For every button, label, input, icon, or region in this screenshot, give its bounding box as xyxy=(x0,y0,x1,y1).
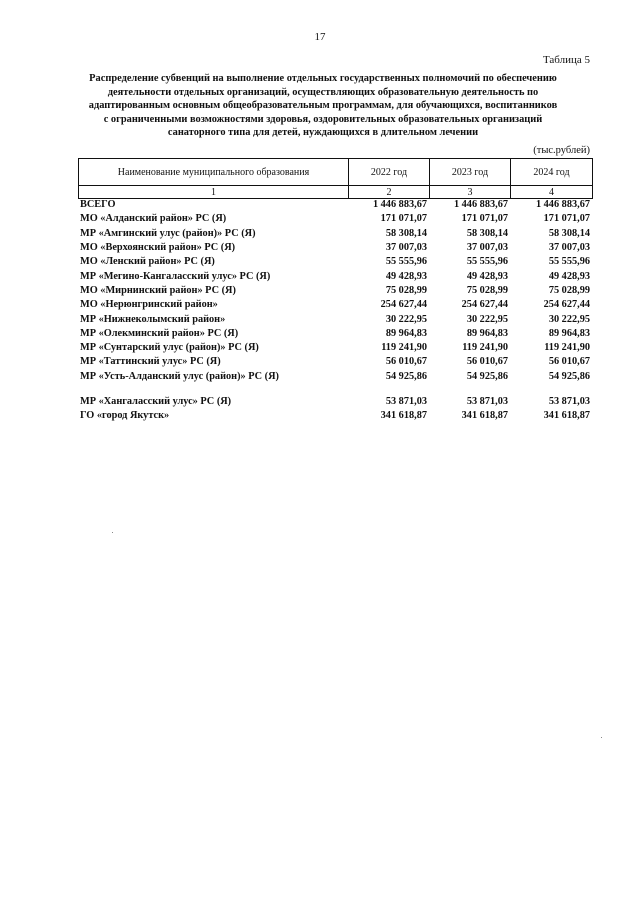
amount-cell: 56 010,67 xyxy=(385,356,427,368)
amount-cell: 54 925,86 xyxy=(548,370,590,382)
table-row xyxy=(78,212,592,226)
amount-cell: 58 308,14 xyxy=(385,227,427,239)
amount-cell: 1 446 883,67 xyxy=(372,199,427,211)
column-header-2023: 2023 год xyxy=(430,159,511,186)
amount-cell: 55 555,96 xyxy=(548,256,590,268)
amount-cell: 58 308,14 xyxy=(548,227,590,239)
municipality-name: МО «Ленский район» РС (Я) xyxy=(80,256,215,268)
amount-cell: 89 964,83 xyxy=(385,327,427,339)
amount-cell: 56 010,67 xyxy=(466,356,508,368)
amount-cell: 54 925,86 xyxy=(385,370,427,382)
column-header-name: Наименование муниципального образования xyxy=(79,159,349,186)
table-row xyxy=(78,341,592,355)
amount-cell: 30 222,95 xyxy=(466,313,508,325)
amount-cell: 341 618,87 xyxy=(543,410,590,422)
amount-cell: 171 071,07 xyxy=(461,213,508,225)
municipality-name: МР «Таттинский улус» РС (Я) xyxy=(80,356,221,368)
table-row xyxy=(78,409,592,423)
table-row xyxy=(78,355,592,369)
spacer-row xyxy=(78,384,592,395)
amount-cell: 254 627,44 xyxy=(543,299,590,311)
municipality-name: МР «Усть-Алданский улус (район)» РС (Я) xyxy=(80,370,279,382)
amount-cell xyxy=(429,384,510,395)
column-header-2024: 2024 год xyxy=(511,159,593,186)
amount-cell: 119 241,90 xyxy=(381,342,427,354)
table-row xyxy=(78,312,592,326)
amount-cell: 56 010,67 xyxy=(548,356,590,368)
amount-cell: 119 241,90 xyxy=(544,342,590,354)
municipality-name: ВСЕГО xyxy=(80,199,116,211)
table-row xyxy=(78,284,592,298)
amount-cell: 1 446 883,67 xyxy=(453,199,508,211)
amount-cell: 55 555,96 xyxy=(466,256,508,268)
municipality-name xyxy=(78,384,348,395)
municipality-name: МР «Нижнеколымский район» xyxy=(80,313,226,325)
amount-cell: 171 071,07 xyxy=(543,213,590,225)
table-row xyxy=(78,298,592,312)
amount-cell: 30 222,95 xyxy=(548,313,590,325)
amount-cell: 89 964,83 xyxy=(466,327,508,339)
amount-cell: 37 007,03 xyxy=(548,242,590,254)
municipality-name: МО «Верхоянский район» РС (Я) xyxy=(80,242,236,254)
amount-cell: 49 428,93 xyxy=(466,270,508,282)
amount-cell: 49 428,93 xyxy=(385,270,427,282)
amount-cell: 171 071,07 xyxy=(380,213,427,225)
column-number: 2 xyxy=(349,186,430,199)
document-title: Распределение субвенций на выполнение отдельных государственных полномочий по обеспечению деятельности отдельных организаций, осуществляющих образовательную деятельность по адаптированным основным общеобразовательным программам, для обучающихся, воспитанников с ограниченными возможностями здоровья, оздоровительных образовательных организаций санаторного типа для детей, нуждающихся в длительном лечении xyxy=(88,73,558,139)
units-label: (тыс.рублей) xyxy=(533,145,590,156)
amount-cell: 49 428,93 xyxy=(548,270,590,282)
amount-cell xyxy=(510,384,592,395)
amount-cell: 341 618,87 xyxy=(380,410,427,422)
amount-cell: 75 028,99 xyxy=(466,284,508,296)
amount-cell: 55 555,96 xyxy=(385,256,427,268)
amount-cell: 75 028,99 xyxy=(548,284,590,296)
data-table xyxy=(78,198,592,423)
amount-cell: 254 627,44 xyxy=(380,299,427,311)
amount-cell: 75 028,99 xyxy=(385,284,427,296)
scan-speck xyxy=(112,532,113,533)
municipality-name: ГО «город Якутск» xyxy=(80,410,170,422)
amount-cell: 1 446 883,67 xyxy=(535,199,590,211)
amount-cell: 30 222,95 xyxy=(385,313,427,325)
column-number-row xyxy=(79,186,593,199)
municipality-name: МО «Нерюнгринский район» xyxy=(80,299,218,311)
municipality-name: МО «Алданский район» РС (Я) xyxy=(80,213,227,225)
municipality-name: МР «Олекминский район» РС (Я) xyxy=(80,327,239,339)
municipality-name: МР «Мегино-Кангаласский улус» РС (Я) xyxy=(80,270,271,282)
amount-cell: 54 925,86 xyxy=(466,370,508,382)
scan-speck xyxy=(601,737,602,738)
amount-cell: 341 618,87 xyxy=(461,410,508,422)
column-number: 1 xyxy=(79,186,349,199)
column-header-2022: 2022 год xyxy=(349,159,430,186)
table-row xyxy=(78,227,592,241)
table-row xyxy=(78,255,592,269)
municipality-name: МР «Сунтарский улус (район)» РС (Я) xyxy=(80,342,259,354)
amount-cell: 37 007,03 xyxy=(466,242,508,254)
amount-cell: 254 627,44 xyxy=(461,299,508,311)
amount-cell: 53 871,03 xyxy=(548,396,590,407)
table-row xyxy=(78,395,592,409)
municipality-name: МР «Амгинский улус (район)» РС (Я) xyxy=(80,227,256,239)
header-row xyxy=(79,159,593,186)
amount-cell: 53 871,03 xyxy=(385,396,427,407)
table-number: Таблица 5 xyxy=(542,54,590,66)
amount-cell: 89 964,83 xyxy=(548,327,590,339)
page-number: 17 xyxy=(314,31,326,43)
amount-cell: 119 241,90 xyxy=(462,342,508,354)
municipality-name: МО «Мирнинский район» РС (Я) xyxy=(80,284,236,296)
table-row xyxy=(78,269,592,283)
table-header xyxy=(78,158,593,199)
total-row xyxy=(78,198,592,212)
amount-cell xyxy=(348,384,429,395)
column-number: 4 xyxy=(511,186,593,199)
amount-cell: 53 871,03 xyxy=(466,396,508,407)
table-row xyxy=(78,370,592,384)
amount-cell: 37 007,03 xyxy=(385,242,427,254)
municipality-name: МР «Хангаласский улус» РС (Я) xyxy=(80,396,232,407)
amount-cell: 58 308,14 xyxy=(466,227,508,239)
table-row xyxy=(78,327,592,341)
column-number: 3 xyxy=(430,186,511,199)
table-row xyxy=(78,241,592,255)
